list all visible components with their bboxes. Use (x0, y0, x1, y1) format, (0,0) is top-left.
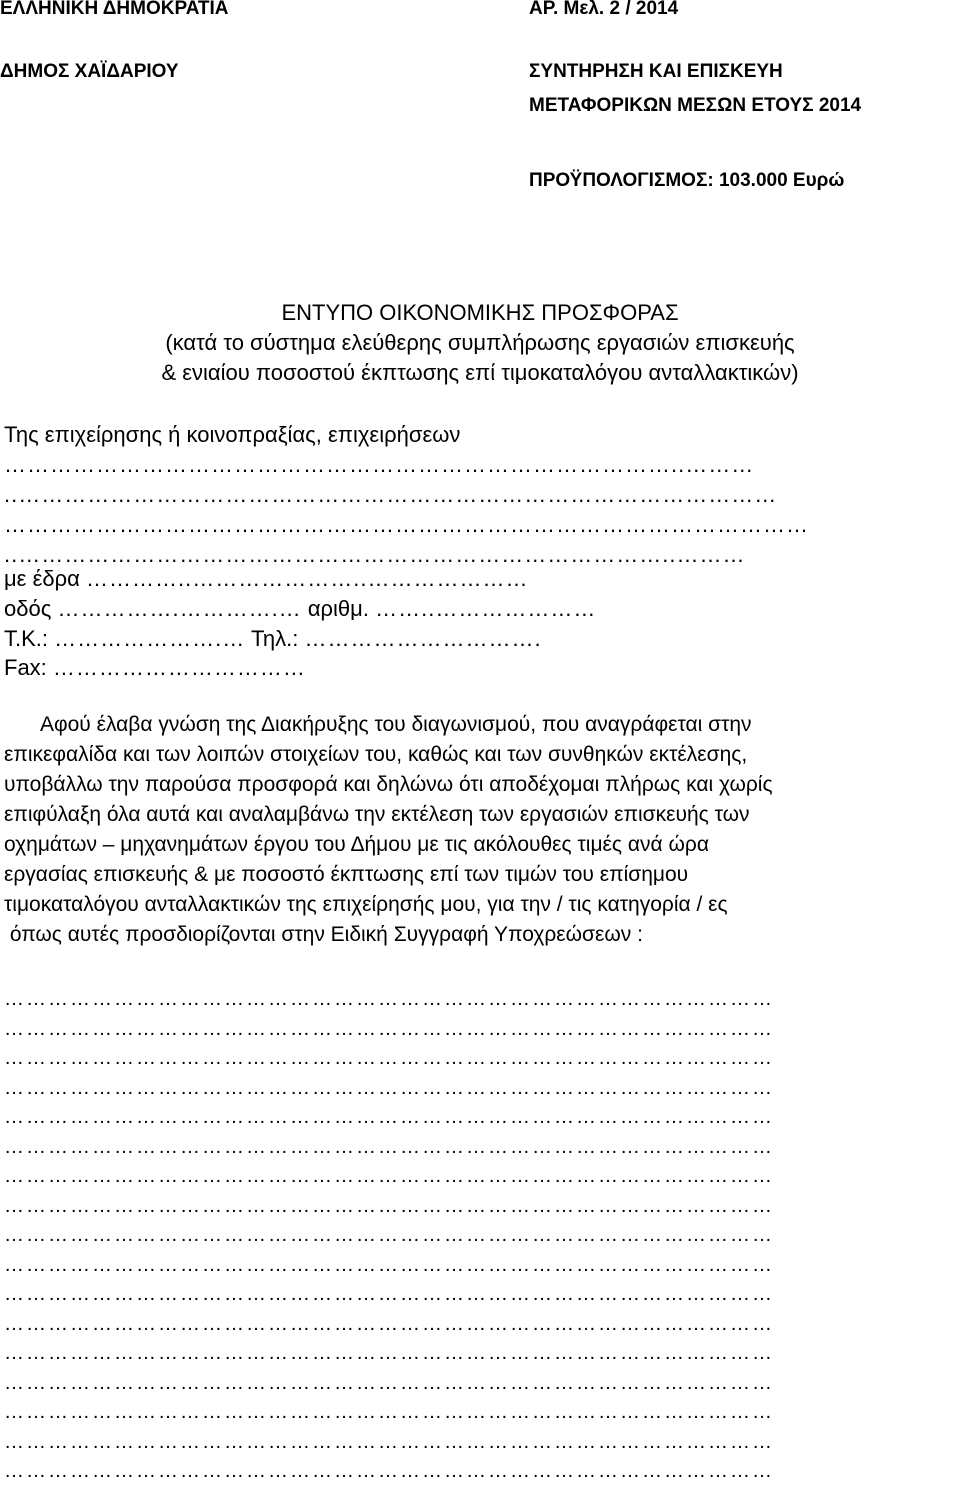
number-label: αριθμ. (307, 596, 369, 621)
answer-line[interactable]: …………………………………………………………………………………………… (4, 1401, 774, 1423)
company-field-line-1[interactable]: ……………………………………………………………………………..……… (4, 452, 755, 477)
paragraph-line-7: τιμοκαταλόγου ανταλλακτικών της επιχείρησής μου, για την / τις κατηγορία / ες (4, 893, 728, 916)
postcode-label: Τ.Κ.: (4, 626, 49, 651)
answer-line[interactable]: …………………………………………………………………………………………… (4, 1194, 774, 1217)
answer-lines (4, 985, 954, 1487)
street-label: οδός (4, 596, 52, 621)
seat-field[interactable]: …………..…………………..………………… (86, 566, 529, 591)
postcode-phone-row (4, 626, 542, 652)
header-subject-line2: ΜΕΤΑΦΟΡΙΚΩΝ ΜΕΣΩΝ ΕΤΟΥΣ 2014 (529, 95, 862, 116)
answer-line[interactable]: …………………………………………………………………………………………… (4, 1283, 774, 1305)
company-field-line-4[interactable]: ..…………………………………………………………………………..……… (4, 542, 746, 567)
header-municipality: ΔΗΜΟΣ ΧΑΪΔΑΡΙΟΥ (0, 61, 179, 82)
title-line-1: ΕΝΤΥΠΟ ΟΙΚΟΝΟΜΙΚΗΣ ΠΡΟΣΦΟΡΑΣ (281, 300, 679, 325)
title-line-3: & ενιαίου ποσοστού έκπτωσης επί τιμοκαταλόγου ανταλλακτικών) (161, 360, 799, 385)
company-field-line-3[interactable]: …………………………………………………………………………………………… (4, 512, 809, 537)
phone-label: Τηλ.: (251, 626, 299, 651)
answer-line[interactable]: …………………………………………………………………………………………… (4, 1047, 774, 1069)
header-subject-line1: ΣΥΝΤΗΡΗΣΗ ΚΑΙ ΕΠΙΣΚΕΥΗ (529, 61, 783, 82)
paragraph-line-6: εργασίας επισκευής & με ποσοστό έκπτωσης επί των τιμών του επίσημου (4, 863, 689, 886)
answer-line[interactable]: …………………………………………………………………………………………… (4, 1430, 774, 1453)
seat-label: με έδρα (4, 566, 80, 591)
street-field[interactable]: …………….………….… (57, 596, 302, 621)
paragraph-line-3: υποβάλλω την παρούσα προσφορά και δηλώνω ότι αποδέχομαι πλήρως και χωρίς (4, 773, 773, 796)
answer-line[interactable]: …………………………………………………………………………………………… (4, 988, 774, 1010)
answer-line[interactable]: …………………………………………………………………………………………… (4, 1076, 774, 1099)
paragraph-line-5: οχημάτων – μηχανημάτων έργου του Δήμου με τις ακόλουθες τιμές ανά ώρα (4, 833, 709, 856)
answer-line[interactable]: …………………………………………………………………………………………… (4, 1460, 774, 1482)
fax-field[interactable]: …………………………… (52, 655, 306, 680)
header-budget: ΠΡΟΫΠΟΛΟΓΙΣΜΟΣ: 103.000 Ευρώ (529, 170, 845, 191)
paragraph-line-8: όπως αυτές προσδιορίζονται στην Ειδική Συγγραφή Υποχρεώσεων : (4, 923, 643, 946)
header-study-number: ΑΡ. Μελ. 2 / 2014 (529, 0, 679, 19)
street-row (4, 596, 596, 622)
answer-line[interactable]: …………………………………………………………………………………………… (4, 1165, 774, 1187)
number-field[interactable]: ……..………………… (375, 596, 597, 621)
answer-line[interactable]: …………………………………………………………………………………………… (4, 1017, 774, 1040)
answer-line[interactable]: …………………………………………………………………………………………… (4, 1312, 774, 1335)
answer-line[interactable]: …………………………………………………………………………………………… (4, 1371, 774, 1394)
phone-field[interactable]: …………………………. (304, 626, 542, 651)
seat-row (4, 566, 528, 592)
answer-line[interactable]: …………………………………………………………………………………………… (4, 1135, 774, 1158)
paragraph-line-1: Αφού έλαβα γνώση της Διακήρυξης του διαγωνισμού, που αναγράφεται στην (40, 713, 752, 736)
paragraph-line-2: επικεφαλίδα και των λοιπών στοιχείων του, καθώς και των συνθηκών εκτέλεσης, (4, 743, 748, 766)
form-title (0, 298, 960, 388)
fax-row (4, 655, 306, 681)
company-label: Της επιχείρησης ή κοινοπραξίας, επιχειρήσεων (4, 422, 461, 447)
title-line-2: (κατά το σύστημα ελεύθερης συμπλήρωσης εργασιών επισκευής (165, 330, 795, 355)
postcode-field[interactable]: ………………….… (54, 626, 246, 651)
paragraph-line-4: επιφύλαξη όλα αυτά και αναλαμβάνω την εκτέλεση των εργασιών επισκευής των (4, 803, 750, 826)
header-republic: ΕΛΛΗΝΙΚΗ ΔΗΜΟΚΡΑΤΙΑ (0, 0, 229, 19)
answer-line[interactable]: …………………………………………………………………………………………… (4, 1224, 774, 1246)
answer-line[interactable]: …………………………………………………………………………………………… (4, 1106, 774, 1128)
company-field-line-2[interactable]: ..……………………………………………………………………………………… (4, 482, 778, 507)
answer-line[interactable]: …………………………………………………………………………………………… (4, 1253, 774, 1276)
answer-line[interactable]: …………………………………………………………………………………………… (4, 1342, 774, 1364)
fax-label: Fax: (4, 655, 47, 680)
declaration-paragraph (4, 710, 944, 950)
